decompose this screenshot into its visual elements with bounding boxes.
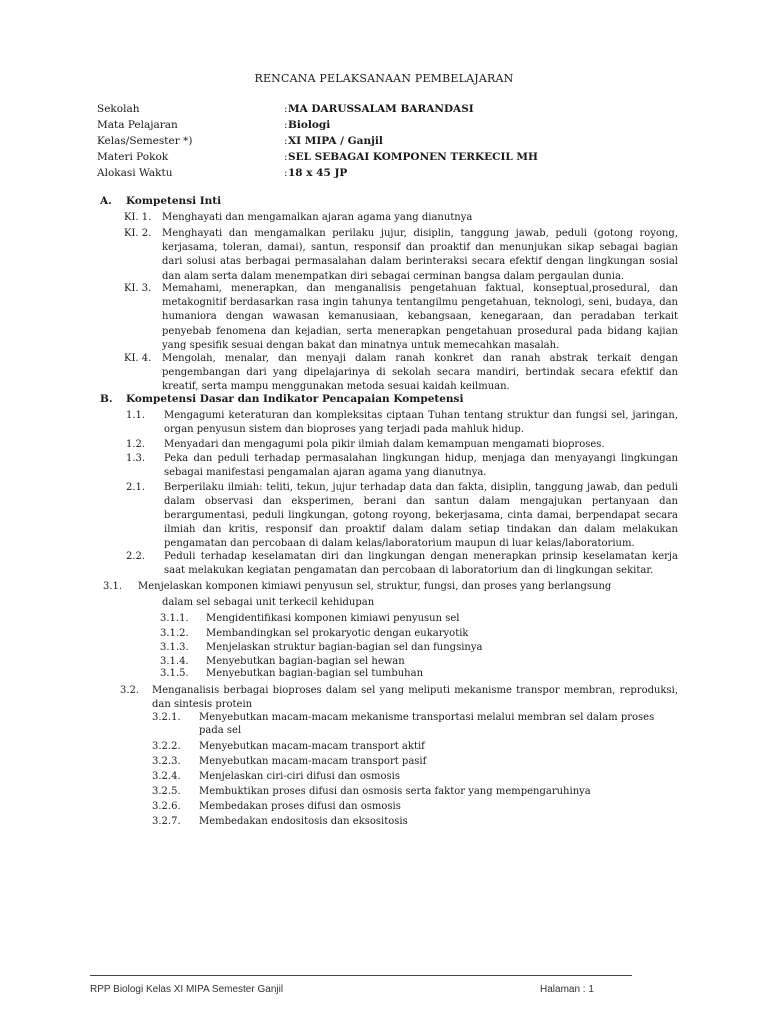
indicator-text: Membandingkan sel prokaryotic dengan eukaryotik [206,628,469,639]
kd-number: 1.1. [126,410,146,421]
indicator-item [152,770,678,785]
meta-row-school [97,101,657,117]
meta-label: Sekolah [97,103,140,115]
indicator-item [152,755,678,770]
meta-label: Materi Pokok [97,151,169,163]
document-title: RENCANA PELAKSANAAN PEMBELAJARAN [254,72,514,85]
indicator-text: Membedakan proses difusi dan osmosis [199,801,401,812]
indicator-text: Membuktikan proses difusi dan osmosis serta faktor yang mempengaruhinya [199,786,591,797]
indicator-text: Menjelaskan struktur bagian-bagian sel dan fungsinya [206,642,483,653]
ki-number: KI. 4. [124,353,152,364]
indicator-number: 3.2.3. [152,756,181,767]
ki-text: Mengolah, menalar, dan menyaji dalam ranah konkret dan ranah abstrak terkait dengan pengembangan dari yang dipelajarinya di sekolah secara mandiri, bertindak secara efektif dan kreatif, serta mampu menggunakan metoda sesuai kaidah keilmuan. [162,353,678,393]
meta-value: Biologi [288,119,331,131]
kd-text: Peduli terhadap keselamatan diri dan lingkungan dengan menerapkan prinsip keselamatan kerja saat melakukan kegiatan pengamatan dan percobaan di laboratorium dan di lingkungan sekitar. [164,551,678,576]
meta-value: SEL SEBAGAI KOMPONEN TERKECIL MH [288,151,538,163]
ki-text: Memahami, menerapkan, dan menganalisis pengetahuan faktual, konseptual,prosedural, dan metakognitif berdasarkan rasa ingin tahunya tentangilmu pengetahuan, teknologi, seni, budaya, dan humaniora dengan wawasan kemanusiaan, kebangsaan, kenegaraan, dan peradaban terkait penyebab fenomena dan kejadian, serta menerapkan pengetahuan prosedural pada bidang kajian yang spesifik sesuai dengan bakat dan minatnya untuk memecahkan masalah. [162,283,678,351]
ki-number: KI. 2. [124,228,152,239]
ki-number: KI. 1. [124,212,152,223]
footer-left-text: RPP Biologi Kelas XI MIPA Semester Ganjil [90,984,284,995]
indicator-item [160,612,670,627]
section-a-heading [100,195,660,209]
indicator-number: 3.2.1. [152,712,181,723]
indicator-text: Menyebutkan macam-macam mekanisme transportasi melalui membran sel dalam proses pada sel [199,712,655,736]
indicator-number: 3.1.5. [160,668,189,679]
indicator-number: 3.2.7. [152,816,181,827]
indicator-text: Membedakan endositosis dan eksositosis [199,816,408,827]
meta-colon: : [284,135,288,147]
meta-colon: : [284,103,288,115]
kd-number: 3.1. [103,581,123,592]
meta-label: Alokasi Waktu [97,167,173,179]
indicator-text: Menjelaskan ciri-ciri difusi dan osmosis [199,771,401,782]
meta-row-time [97,165,657,181]
meta-row-class [97,133,657,149]
footer-divider [90,975,632,976]
section-letter: B. [100,393,113,405]
indicator-number: 3.1.4. [160,656,189,667]
identity-table [97,101,657,181]
kd-text: Menganalisis berbagai bioproses dalam sel yang meliputi mekanisme transpor membran, reproduksi, dan sintesis protein [152,685,678,710]
section-title: Kompetensi Inti [126,195,222,207]
kd-text: Peka dan peduli terhadap permasalahan lingkungan hidup, menjaga dan menyayangi lingkungan sebagai manifestasi pengamalan ajaran agama yang dianutnya. [164,453,678,478]
meta-value: XI MIPA / Ganjil [288,135,383,147]
meta-row-topic [97,149,657,165]
indicator-number: 3.2.4. [152,771,181,782]
indicator-item [160,667,670,682]
kd-number: 2.1. [126,482,146,493]
footer-page-number: Halaman : 1 [540,984,594,995]
indicator-item [152,740,678,755]
section-title: Kompetensi Dasar dan Indikator Pencapaian Kompetensi [126,393,464,405]
meta-colon: : [284,119,288,131]
kd-number: 1.2. [126,439,146,450]
indicator-text: Menyebutkan macam-macam transport pasif [199,756,427,767]
kd-3-1-continuation [162,596,662,612]
kd-number: 2.2. [126,551,146,562]
indicator-item [152,800,678,815]
indicator-item [152,785,678,800]
kd-text: Berperilaku ilmiah: teliti, tekun, jujur terhadap data dan fakta, disiplin, tanggung jawab, dan peduli dalam observasi dan eksperimen, berani dan santun dalam mengajukan pertanyaan dan berargumentasi, peduli lingkungan, gotong royong, bekerjasama, cinta damai, berpendapat secara ilmiah dan kritis, responsif dan proaktif dalam dalam setiap tindakan dan dalam melakukan pengamatan dan percobaan di dalam kelas/laboratorium maupun di luar kelas/laboratorium. [164,482,678,549]
meta-colon: : [284,167,288,179]
kd-number: 3.2. [120,685,140,696]
indicator-item [152,815,678,830]
indicator-item [160,641,670,656]
indicator-text: Menyebutkan bagian-bagian sel hewan [206,656,405,667]
section-letter: A. [100,195,112,207]
ki-text: Menghayati dan mengamalkan perilaku jujur, disiplin, tanggung jawab, peduli (gotong royong, kerjasama, toleran, damai), santun, responsif dan proaktif dan menunjukan sikap sebagai bagian dari solusi atas berbagai permasalahan dalam berinteraksi secara efektif dengan lingkungan sosial dan alam serta dalam menempatkan diri sebagai cerminan bangsa dalam pergaulan dunia. [162,228,678,282]
indicator-number: 3.2.5. [152,786,181,797]
meta-row-subject [97,117,657,133]
meta-value: 18 x 45 JP [288,167,348,179]
indicator-item [160,627,670,642]
ki-text: Menghayati dan mengamalkan ajaran agama yang dianutnya [162,212,473,223]
meta-label: Mata Pelajaran [97,119,178,131]
kd-text: Menyadari dan mengagumi pola pikir ilmiah dalam kemampuan mengamati bioproses. [164,439,605,450]
indicator-number: 3.1.2. [160,628,189,639]
kd-3-1-line [103,580,663,596]
section-b-heading [100,393,660,407]
indicator-number: 3.2.6. [152,801,181,812]
meta-label: Kelas/Semester *) [97,135,193,147]
indicator-number: 3.1.1. [160,613,189,624]
indicator-text: Mengidentifikasi komponen kimiawi penyusun sel [206,613,460,624]
indicator-number: 3.1.3. [160,642,189,653]
indicator-number: 3.2.2. [152,741,181,752]
indicator-text: Menyebutkan bagian-bagian sel tumbuhan [206,668,424,679]
kd-number: 1.3. [126,453,146,464]
ki-number: KI. 3. [124,283,152,294]
kd-text: Menjelaskan komponen kimiawi penyusun sel, struktur, fungsi, dan proses yang berlangsung [138,581,612,592]
indicator-text: Menyebutkan macam-macam transport aktif [199,741,425,752]
indicator-item [152,711,678,741]
kd-text: dalam sel sebagai unit terkecil kehidupan [162,597,375,608]
meta-colon: : [284,151,288,163]
meta-value: MA DARUSSALAM BARANDASI [288,103,474,115]
kd-text: Mengagumi keteraturan dan kompleksitas ciptaan Tuhan tentang struktur dan fungsi sel, jaringan, organ penyusun sistem dan bioproses yang terjadi pada mahluk hidup. [164,410,678,435]
